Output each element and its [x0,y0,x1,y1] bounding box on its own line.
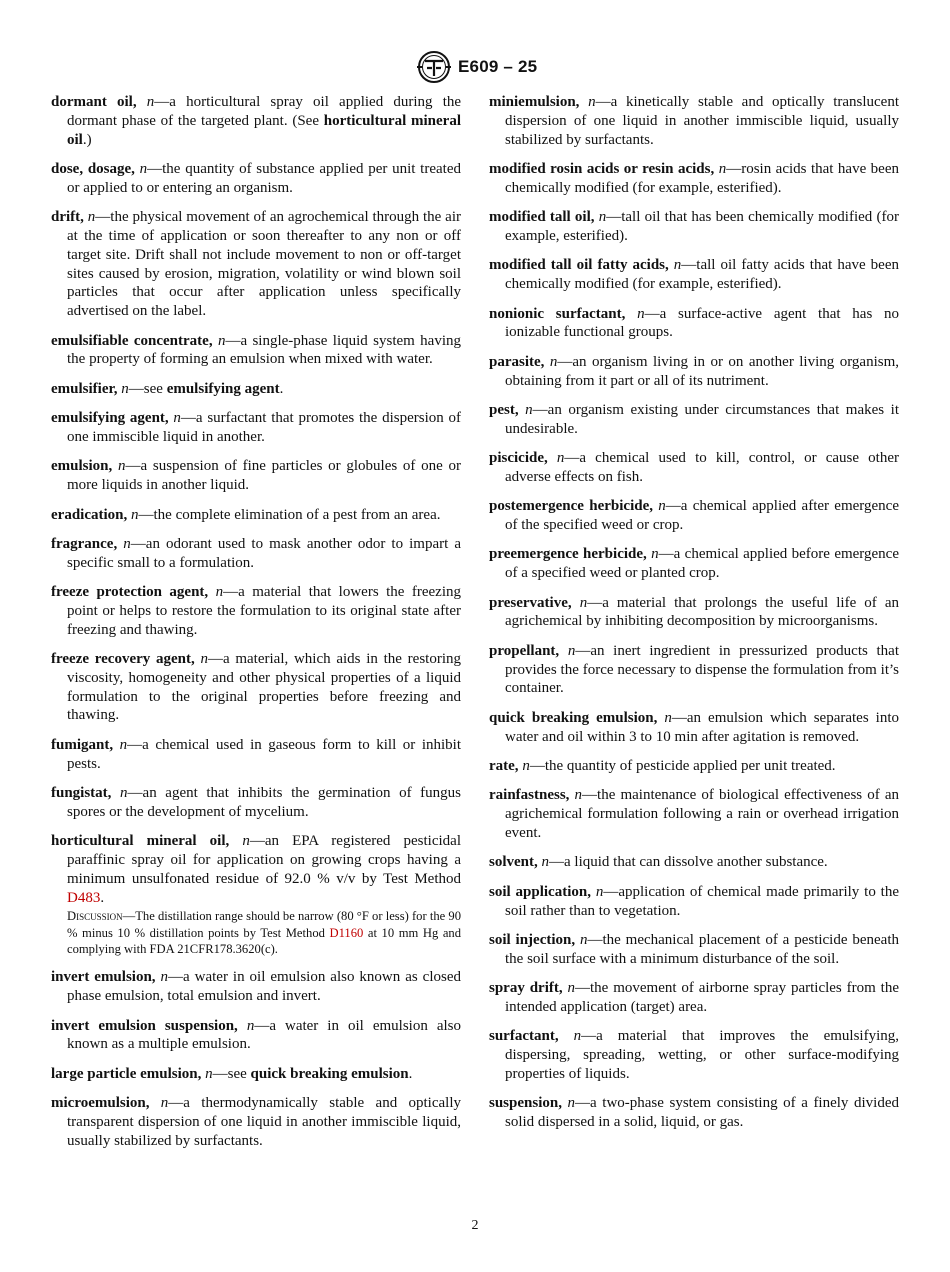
definition-entry [489,1094,899,1132]
part-of-speech: n [579,931,588,948]
definition-entry [51,832,461,907]
part-of-speech: n [595,883,604,900]
definition-entry [489,353,899,391]
definition: —see [212,1065,251,1082]
part-of-speech: n [242,833,250,850]
definition: —a water in oil emulsion also known as closed phase emulsion, total emulsion and invert. [67,969,461,1005]
definition-entry [51,93,461,149]
part-of-speech: n [574,787,583,804]
definition: —a thermodynamically stable and optically transparent dispersion of one liquid in another immiscible liquid, usually stabilized by surfactants. [67,1095,462,1149]
part-of-speech: n [123,535,131,552]
part-of-speech: n [549,353,558,370]
definition: —the quantity of pesticide applied per unit treated. [529,758,836,775]
discussion-label: Discussion [67,909,123,923]
definition-entry [489,979,899,1017]
term: modified tall oil fatty acids, [489,257,669,274]
term: emulsifier, [51,380,118,397]
right-column [489,93,899,1143]
definition: —rosin acids that have been chemically modified (for example, esterified). [505,160,900,196]
definition-entry [489,256,899,294]
part-of-speech: n [205,1065,213,1082]
term: nonionic surfactant, [489,305,626,322]
term: freeze recovery agent, [51,651,195,668]
definition-entry [489,931,899,969]
definition: —an odorant used to mask another odor to impart a specific small to a formulation. [67,535,462,571]
standard-link[interactable]: D483 [67,889,101,906]
part-of-speech: n [173,410,181,427]
definition-entry [489,757,899,776]
page-header [0,50,950,90]
definition-entry [489,545,899,583]
see-reference: emulsifying agent [166,380,280,397]
term: preemergence herbicide, [489,546,647,563]
definition-entry [489,853,899,872]
part-of-speech: n [579,594,588,611]
part-of-speech: n [567,980,575,997]
definition: —the maintenance of biological effectiveness of an agrichemical formulation following a rain or overhead irrigation event. [505,787,899,842]
astm-logo-icon [414,50,454,84]
definition: —an inert ingredient in pressurized products that provides the force necessary to dispense the formulation from it’s container. [505,642,899,697]
part-of-speech: n [541,854,549,871]
definition: —a surface-active agent that has no ionizable functional groups. [505,305,900,341]
definition-entry [51,208,461,321]
see-reference: quick breaking emulsion [250,1065,409,1082]
part-of-speech: n [246,1017,255,1034]
part-of-speech: n [117,458,126,475]
definition: —a chemical used in gaseous form to kill or inhibit pests. [67,736,461,772]
part-of-speech: n [119,736,128,753]
term: emulsion, [51,458,113,475]
term: suspension, [489,1095,562,1112]
part-of-speech: n [718,160,727,177]
definition-entry [51,1094,461,1150]
definition: —a suspension of fine particles or globules of one or more liquids in another liquid. [67,458,462,494]
definition: —an organism existing under circumstances that makes it undesirable. [505,401,899,437]
definition: —a surfactant that promotes the dispersion of one immiscible liquid in another. [67,410,461,445]
part-of-speech: n [664,709,672,726]
definition: —an EPA registered pesticidal paraffinic spray oil for application on growing crops having a minimum unsulfonated residue of 92.0 % v/v by Test Method [67,833,461,887]
definition-entry [51,160,461,198]
term: invert emulsion suspension, [51,1017,238,1034]
definition-entry [51,380,461,399]
definition-entry [489,786,899,842]
definition-entry [489,497,899,535]
definition-entry [489,642,899,698]
term: large particle emulsion, [51,1065,202,1082]
term: modified rosin acids or resin acids, [489,160,715,177]
definition: —a chemical used to kill, control, or cause other adverse effects on fish. [505,450,900,485]
term: postemergence herbicide, [489,498,653,515]
part-of-speech: n [567,642,576,659]
definition-entry [489,709,899,747]
part-of-speech: n [217,332,226,349]
definition-entry [51,1065,461,1084]
term: drift, [51,209,84,226]
part-of-speech: n [139,160,148,177]
term: pest, [489,401,519,418]
term: soil injection, [489,931,576,948]
definition: . [279,380,284,397]
definition-entry [51,457,461,495]
definition-entry [51,409,461,447]
definition-entry [51,1017,461,1055]
definition-entry [51,784,461,822]
definition-entry [51,583,461,639]
definition: —the complete elimination of a pest from an area. [138,506,441,523]
part-of-speech: n [567,1095,576,1112]
part-of-speech: n [522,758,530,775]
term: emulsifying agent, [51,410,169,427]
definition: —an agent that inhibits the germination of fungus spores or the development of mycelium. [67,785,462,820]
term: emulsifiable concentrate, [51,332,213,349]
term: modified tall oil, [489,209,595,226]
definition: —tall oil fatty acids that have been chemically modified (for example, esterified). [505,257,899,293]
part-of-speech: n [588,94,596,110]
part-of-speech: n [573,1028,582,1045]
definition: —an emulsion which separates into water and oil within 3 to 10 min after agitation is removed. [505,709,900,745]
part-of-speech: n [673,257,682,274]
part-of-speech: n [160,969,169,986]
definition-entry [51,650,461,725]
definition: .) [82,131,92,148]
see-reference: horticultural mineral oil [67,112,461,148]
part-of-speech: n [215,584,224,601]
definition: —the physical movement of an agrochemical through the air at the time of application or soon thereafter to any non or off target site. Drift shall not include movement to non or off-target sites caused by erosion, migration, volatility or wind blown soil particles that occur after application unless specifically advertised on the label. [67,209,461,320]
term: soil application, [489,883,591,900]
definition: . [100,889,105,906]
definition-entry [489,401,899,439]
term: horticultural mineral oil, [51,833,230,850]
definition: —application of chemical made primarily to the soil rather than to vegetation. [505,883,900,919]
term: dormant oil, [51,94,137,110]
term: propellant, [489,642,560,659]
part-of-speech: n [637,305,645,322]
definition: —a chemical applied before emergence of a specified weed or planted crop. [505,546,899,582]
definition: —a horticultural spray oil applied during the dormant phase of the targeted plant. (See [67,94,462,129]
term: quick breaking emulsion, [489,709,658,726]
term: microemulsion, [51,1095,150,1112]
document-id: E609 – 25 [458,57,538,76]
part-of-speech: n [525,401,533,418]
definition: —a water in oil emulsion also known as a multiple emulsion. [67,1017,461,1053]
term: surfactant, [489,1028,559,1045]
definition: —a liquid that can dissolve another substance. [549,854,828,871]
standard-link[interactable]: D1160 [329,925,364,940]
definition: —the quantity of substance applied per unit treated or applied to or entering an organism. [67,160,461,196]
discussion-text: —The distillation range should be narrow (80 °F or less) for the 90 % minus 10 % distillation points by Test Method [67,909,461,940]
term: fumigant, [51,736,114,753]
definition-entry [489,449,899,487]
definition-entry [489,305,899,343]
definition: —an organism living in or on another living organism, obtaining from it part or all of its nutriment. [505,353,899,389]
definition-entry [51,736,461,774]
definition: . [408,1065,413,1082]
definition-entry [489,594,899,632]
term: fungistat, [51,785,112,802]
definition: —a material, which aids in the restoring viscosity, homogeneity and other physical properties of a liquid formulation to the original properties before freezing and thawing. [67,651,462,724]
term: rainfastness, [489,787,570,804]
part-of-speech: n [160,1095,169,1112]
term: eradication, [51,506,128,523]
part-of-speech: n [651,546,659,563]
definition-entry [489,883,899,921]
part-of-speech: n [146,94,155,110]
term: freeze protection agent, [51,584,209,601]
definition-entry [489,160,899,198]
part-of-speech: n [131,506,139,523]
definition: —a material that improves the emulsifying, dispersing, spreading, wetting, or other surface-modifying properties of liquids. [505,1028,899,1082]
definition-entry [51,968,461,1006]
term: miniemulsion, [489,94,580,110]
definition: —a material that prolongs the useful life of an agrichemical by inhibiting decomposition by microorganisms. [505,594,900,630]
definition: —a two-phase system consisting of a finely divided solid dispersed in a solid, liquid, or gas. [505,1095,899,1131]
definition: —the mechanical placement of a pesticide beneath the soil surface with a minimum disturbance of the soil. [505,931,900,967]
definition-entry [489,208,899,246]
part-of-speech: n [200,651,208,668]
definition-entry [51,535,461,573]
part-of-speech: n [598,209,607,226]
discussion-note [51,908,461,958]
definition: —a single-phase liquid system having the property of forming an emulsion when mixed with water. [67,332,461,368]
definition: —the movement of airborne spray particles from the intended application (target) area. [505,980,899,1015]
definition-entry [51,506,461,525]
definition: —tall oil that has been chemically modified (for example, esterified). [505,209,899,244]
term: piscicide, [489,450,548,467]
definition-entry [51,332,461,370]
page-number: 2 [471,1218,479,1233]
part-of-speech: n [121,380,129,397]
part-of-speech: n [658,498,666,515]
discussion-text: at 10 mm Hg and complying with FDA 21CFR178.3620(c). [67,925,461,957]
term: rate, [489,758,519,775]
term: preservative, [489,594,572,611]
part-of-speech: n [87,209,96,226]
definition: —a material that lowers the freezing point or helps to restore the formulation to its original state after freezing and thawing. [67,584,461,638]
definition: —see [128,380,167,397]
term: parasite, [489,353,545,370]
definition-entry [489,1027,899,1083]
definition: —a chemical applied after emergence of the specified weed or crop. [505,498,899,534]
left-column [51,93,461,1161]
term: dose, dosage, [51,160,135,177]
definition-entry [489,93,899,149]
term: solvent, [489,854,538,871]
definition: —a kinetically stable and optically translucent dispersion of one liquid in another immiscible liquid, usually stabilized by surfactants. [505,94,899,148]
part-of-speech: n [556,450,565,467]
term: spray drift, [489,980,563,997]
term: fragrance, [51,535,118,552]
term: invert emulsion, [51,969,156,986]
part-of-speech: n [120,785,128,802]
